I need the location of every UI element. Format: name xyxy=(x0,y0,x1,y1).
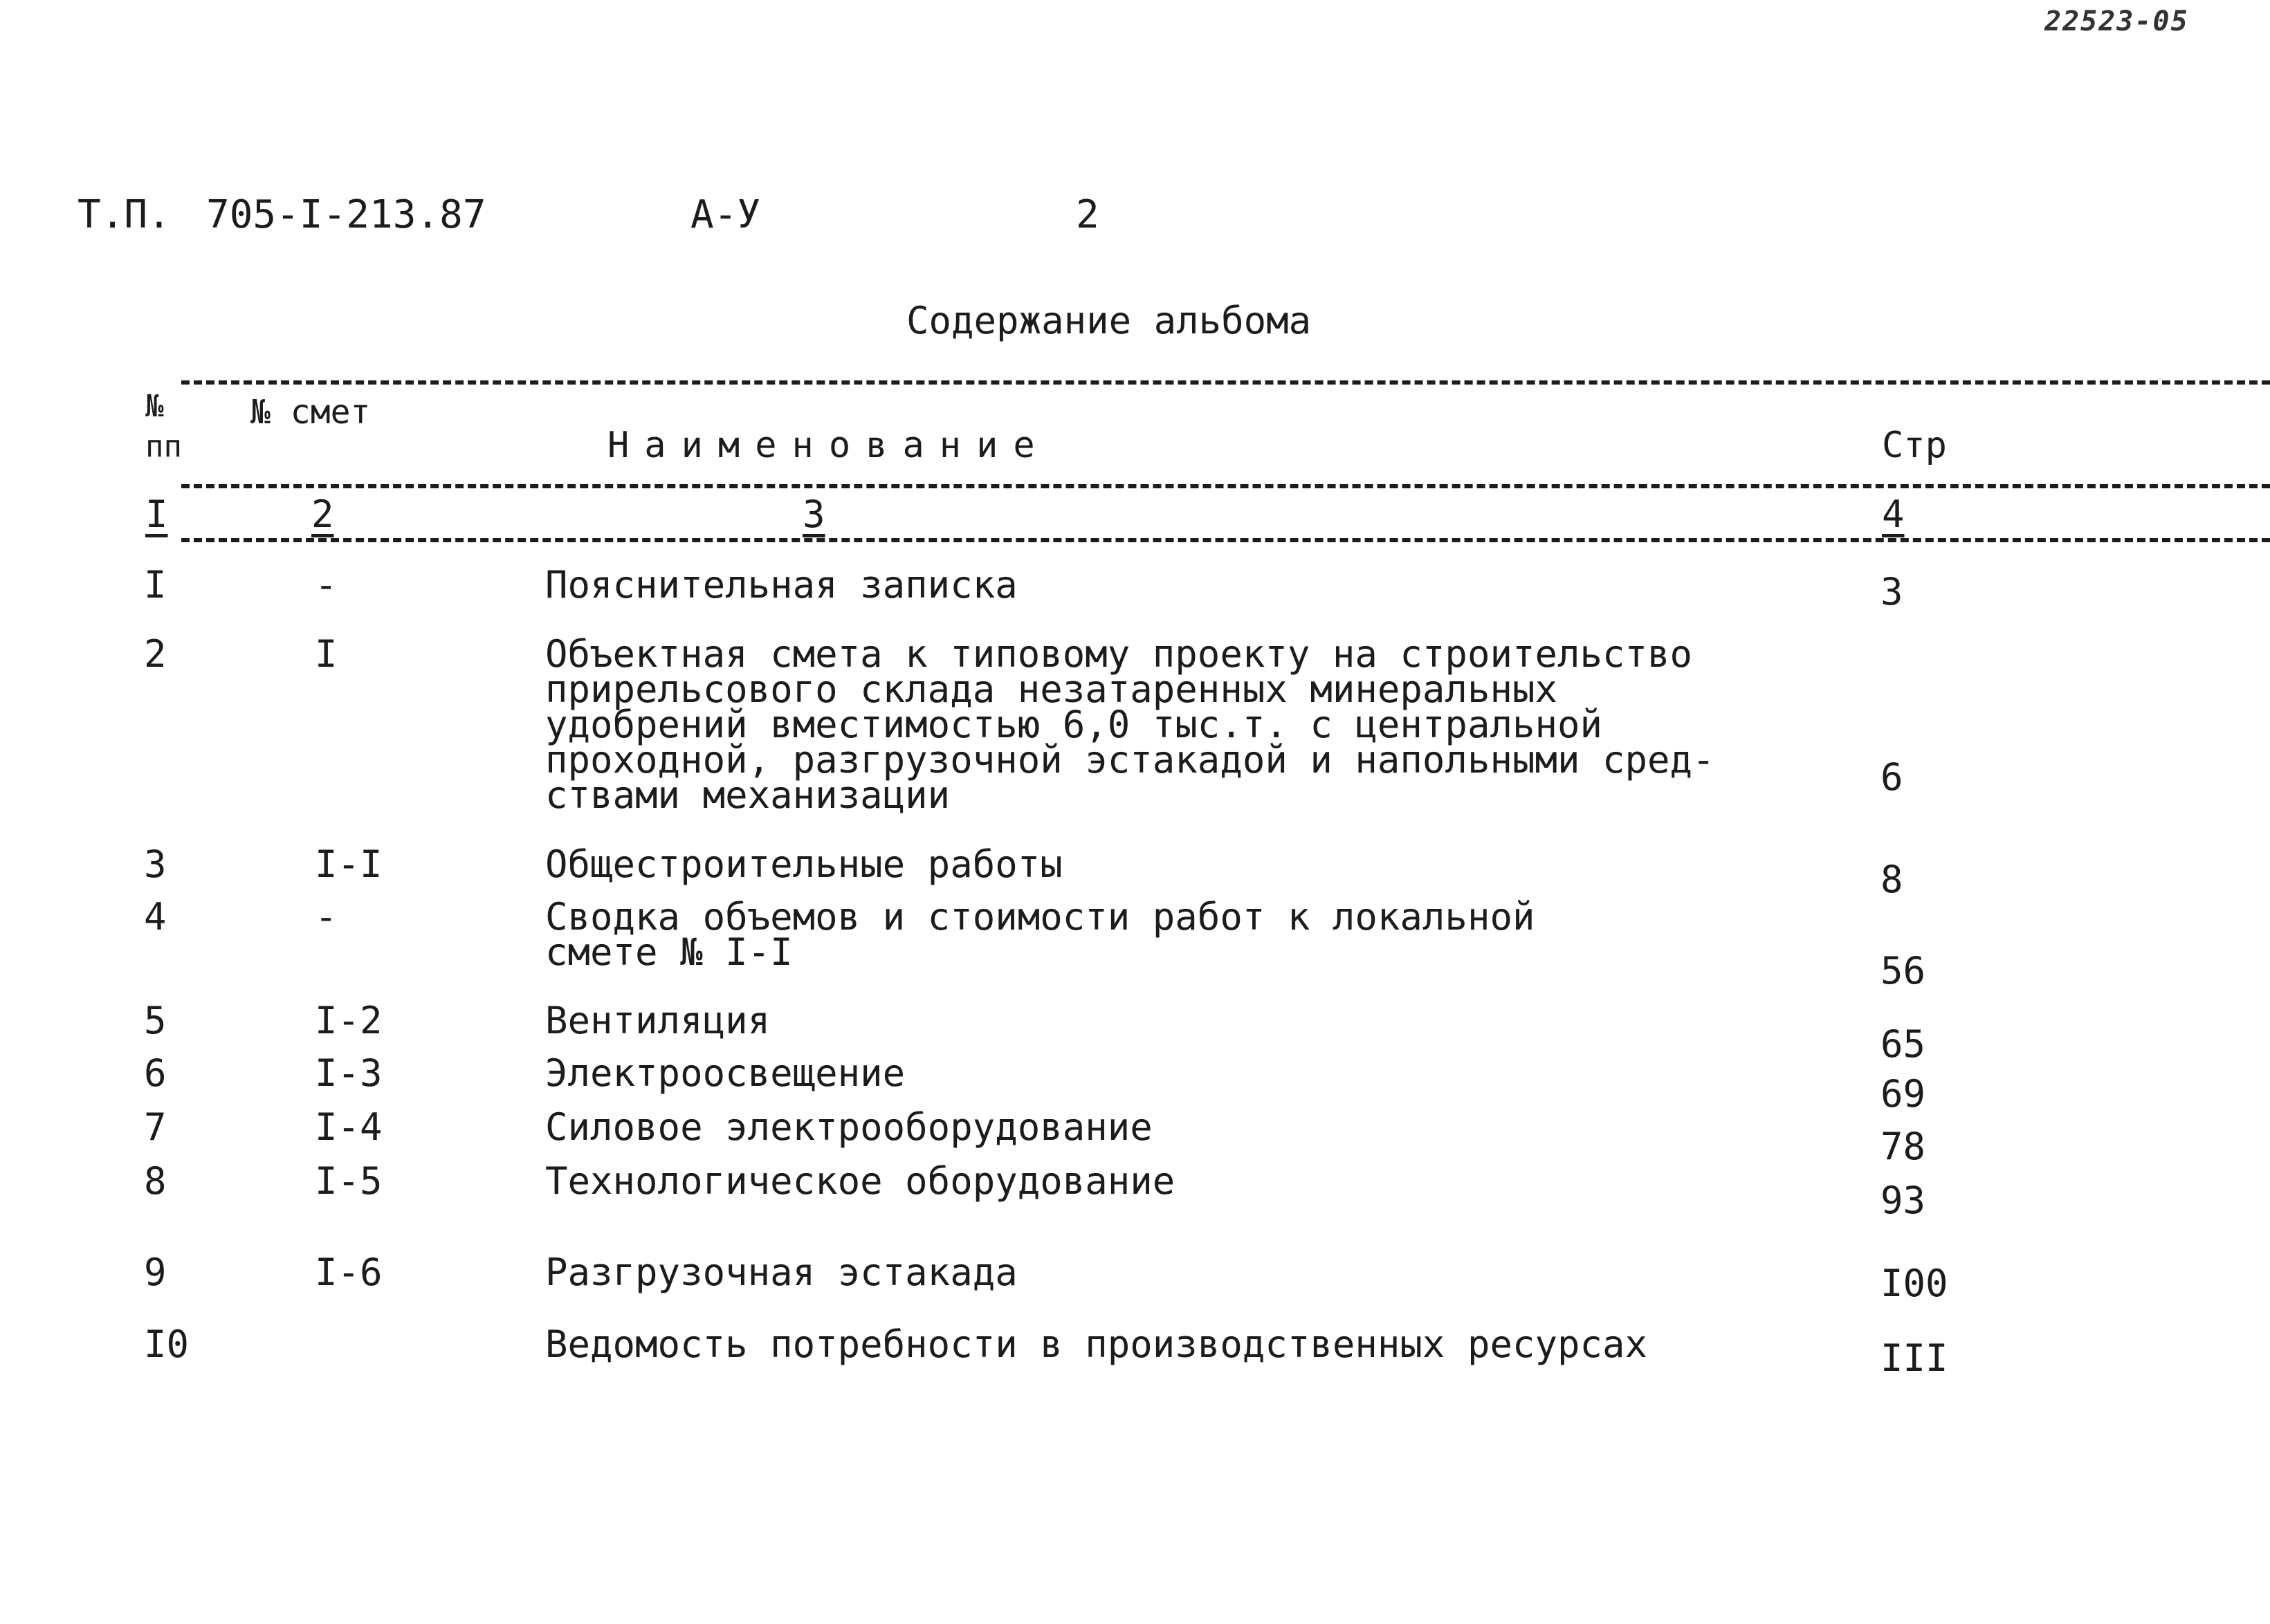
doc-prefix: Т.П. xyxy=(77,192,171,237)
row-6-page: 69 xyxy=(1880,1072,1926,1116)
row-7-page: 78 xyxy=(1880,1125,1926,1168)
row-5-name-line-1: Вентиляция xyxy=(545,999,771,1042)
col-number-2: 2 xyxy=(311,492,334,536)
row-9-estimate: I-6 xyxy=(315,1251,383,1294)
row-8-name-line-1: Технологическое оборудование xyxy=(545,1159,1175,1203)
row-4-estimate: - xyxy=(315,895,338,939)
row-3-num: 3 xyxy=(144,842,167,886)
row-1-num: I xyxy=(144,563,167,607)
row-2-name-line-5: ствами механизации xyxy=(545,773,951,817)
row-7-name-line-1: Силовое электрооборудование xyxy=(545,1105,1153,1149)
row-2-page: 6 xyxy=(1880,755,1903,799)
row-5-estimate: I-2 xyxy=(315,999,383,1042)
col-number-1: I xyxy=(145,492,168,536)
row-4-name-line-2: смете № I-I xyxy=(545,930,793,974)
col-num-bottom: пп xyxy=(145,429,182,464)
col-estimate: № смет xyxy=(250,393,371,432)
row-10-name-line-1: Ведомость потребности в производственных ресурсах xyxy=(545,1322,1648,1366)
project-number: 705-I-213.87 xyxy=(206,192,486,237)
col-name: Наименование xyxy=(607,425,1050,466)
header-rule-top xyxy=(181,380,2270,385)
row-5-page: 65 xyxy=(1880,1022,1926,1066)
row-8-page: 93 xyxy=(1880,1179,1926,1222)
row-6-name-line-1: Электроосвещение xyxy=(545,1051,906,1095)
row-3-name-line-1: Общестроительные работы xyxy=(545,842,1063,886)
row-5-num: 5 xyxy=(144,999,167,1042)
col-page: Стр xyxy=(1882,425,1947,466)
row-2-name-line-1: Объектная смета к типовому проекту на строительство xyxy=(545,632,1693,676)
row-3-estimate: I-I xyxy=(315,842,383,886)
row-4-num: 4 xyxy=(144,895,167,939)
row-1-name-line-1: Пояснительная записка xyxy=(545,563,1018,607)
row-4-name-line-1: Сводка объемов и стоимости работ к локальной xyxy=(545,895,1535,939)
row-9-page: I00 xyxy=(1880,1262,1948,1305)
row-3-page: 8 xyxy=(1880,858,1903,901)
page-title: Содержание альбома xyxy=(906,299,1312,342)
row-10-num: I0 xyxy=(144,1322,190,1366)
header-rule-bottom xyxy=(181,538,2270,542)
row-10-page: III xyxy=(1880,1336,1948,1380)
row-1-page: 3 xyxy=(1880,570,1903,613)
col-num-top: № xyxy=(145,389,164,424)
row-9-num: 9 xyxy=(144,1251,167,1294)
document-stamp: 22523-05 xyxy=(2044,6,2189,37)
section-code: А-У xyxy=(690,192,761,237)
row-1-estimate: - xyxy=(315,563,338,607)
header-rule-middle xyxy=(181,484,2270,488)
row-4-page: 56 xyxy=(1880,949,1926,993)
row-2-name-line-3: удобрений вместимостью 6,0 тыс.т. с центральной xyxy=(545,703,1603,746)
col-number-3: 3 xyxy=(803,492,825,536)
row-2-name-line-2: прирельсового склада незатаренных минеральных xyxy=(545,667,1557,711)
col-number-4: 4 xyxy=(1882,492,1905,536)
row-8-estimate: I-5 xyxy=(315,1159,383,1203)
row-9-name-line-1: Разгрузочная эстакада xyxy=(545,1251,1018,1294)
page-number: 2 xyxy=(1076,192,1099,237)
row-8-num: 8 xyxy=(144,1159,167,1203)
row-2-name-line-4: проходной, разгрузочной эстакадой и напольными сред- xyxy=(545,738,1715,782)
row-2-num: 2 xyxy=(144,632,167,676)
row-7-estimate: I-4 xyxy=(315,1105,383,1149)
row-2-estimate: I xyxy=(315,632,338,676)
row-7-num: 7 xyxy=(144,1105,167,1149)
row-6-num: 6 xyxy=(144,1051,167,1095)
row-6-estimate: I-3 xyxy=(315,1051,383,1095)
